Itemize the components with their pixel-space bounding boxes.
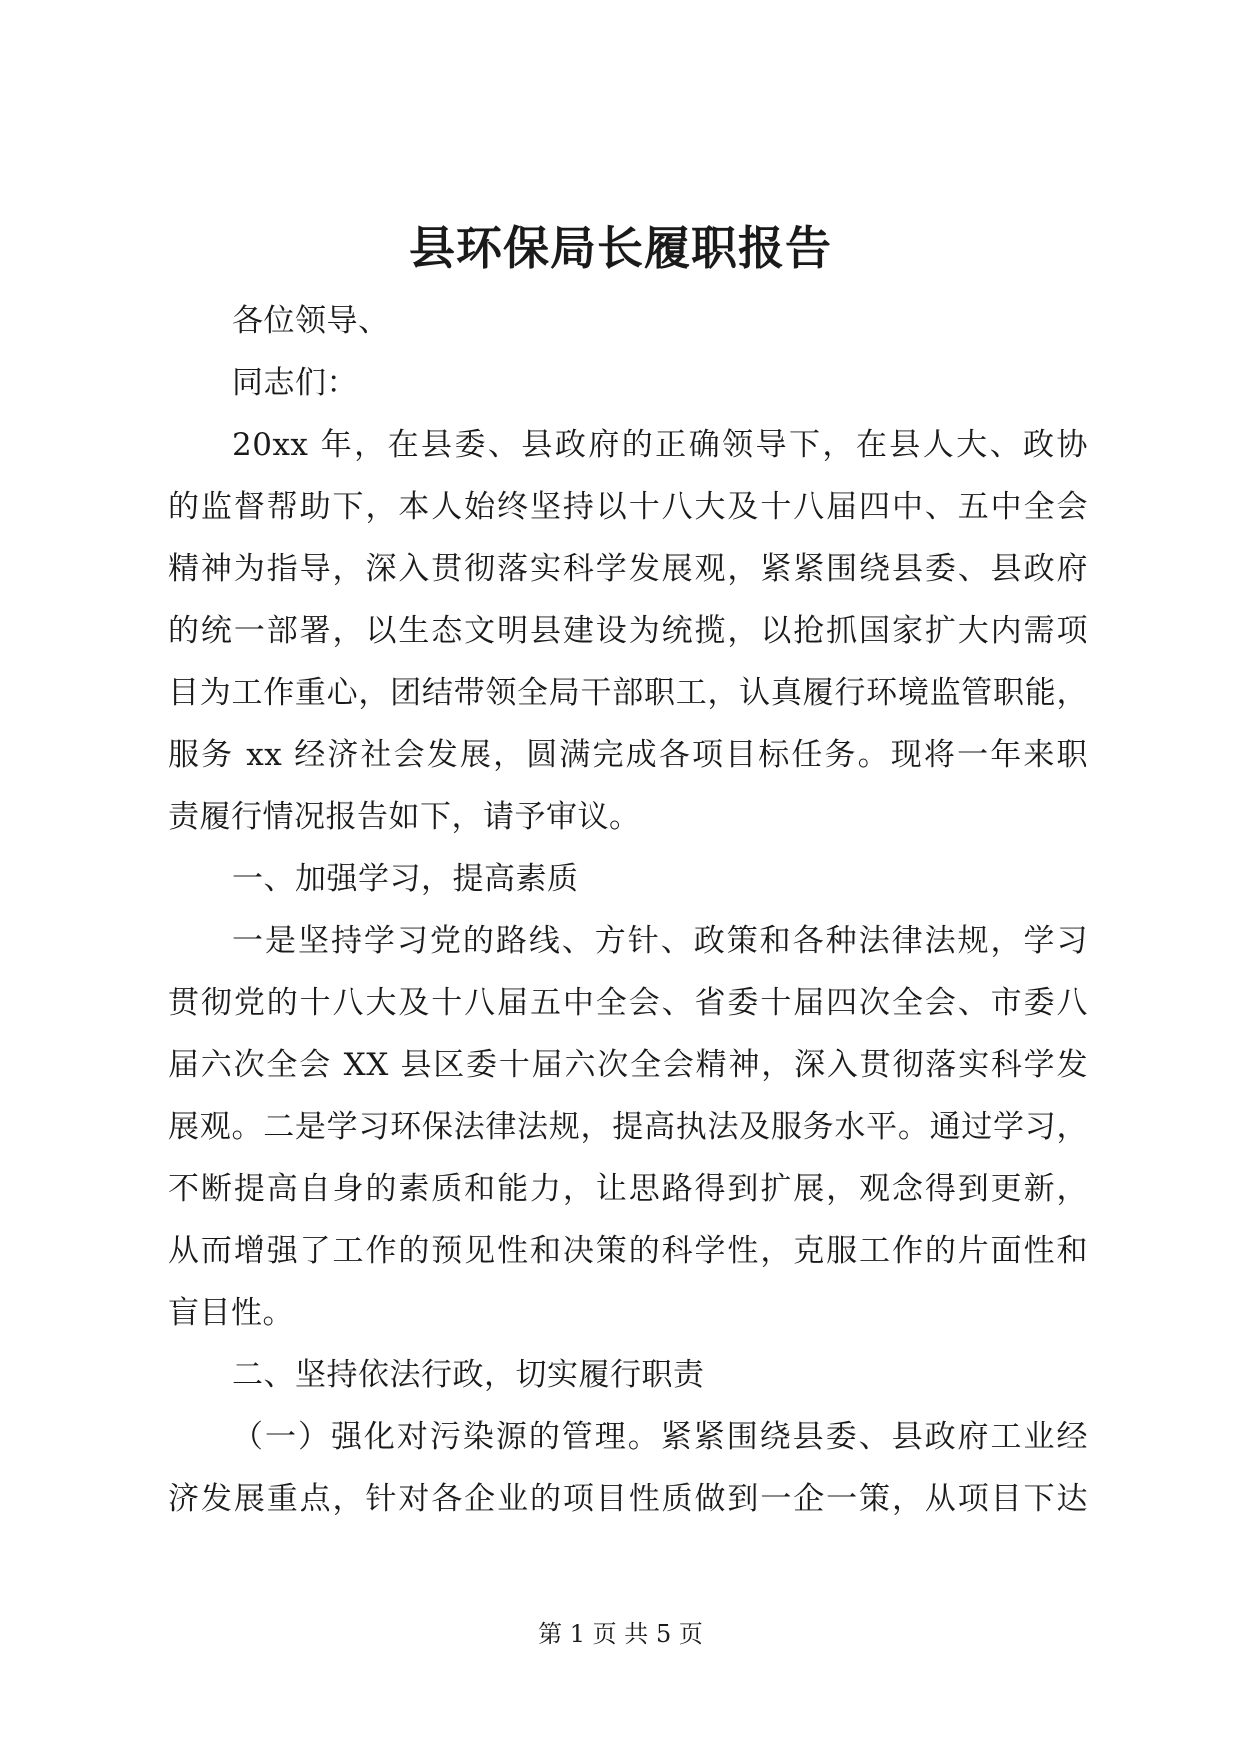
text-line: 的统一部署，以生态文明县建设为统揽，以抢抓国家扩大内需项 [168,613,1088,649]
text-line: 展观。二是学习环保法律法规，提高执法及服务水平。通过学习， [168,1109,1088,1145]
text-line: 不断提高自身的素质和能力，让思路得到扩展，观念得到更新， [168,1171,1088,1207]
document-body [168,290,1088,1530]
text-line: 一是坚持学习党的路线、方针、政策和各种法律法规，学习 [232,923,1088,959]
text-line: 盲目性。 [168,1295,294,1331]
text-line: 的监督帮助下，本人始终坚持以十八大及十八届四中、五中全会 [168,489,1088,525]
text-line: 精神为指导，深入贯彻落实科学发展观，紧紧围绕县委、县政府 [168,551,1088,587]
text-line: 济发展重点，针对各企业的项目性质做到一企一策，从项目下达 [168,1481,1088,1517]
text-line: 二、坚持依法行政，切实履行职责 [232,1357,705,1393]
text-line: 从而增强了工作的预见性和决策的科学性，克服工作的片面性和 [168,1233,1088,1269]
text-line: （一）强化对污染源的管理。紧紧围绕县委、县政府工业经 [232,1419,1088,1455]
text-line: 目为工作重心，团结带领全局干部职工，认真履行环境监管职能， [168,675,1088,711]
page-footer: 第 1 页 共 5 页 [538,1620,703,1648]
text-line: 20xx 年，在县委、县政府的正确领导下，在县人大、政协 [232,427,1088,463]
text-line: 同志们： [232,365,358,401]
text-line: 届六次全会 XX 县区委十届六次全会精神，深入贯彻落实科学发 [168,1047,1088,1083]
text-line: 一、加强学习，提高素质 [232,861,579,897]
text-line: 服务 xx 经济社会发展，圆满完成各项目标任务。现将一年来职 [168,737,1088,773]
text-line: 责履行情况报告如下，请予审议。 [168,799,641,835]
text-line: 各位领导、 [232,303,390,339]
text-line: 贯彻党的十八大及十八届五中全会、省委十届四次全会、市委八 [168,985,1088,1021]
document-title: 县环保局长履职报告 [409,221,832,275]
